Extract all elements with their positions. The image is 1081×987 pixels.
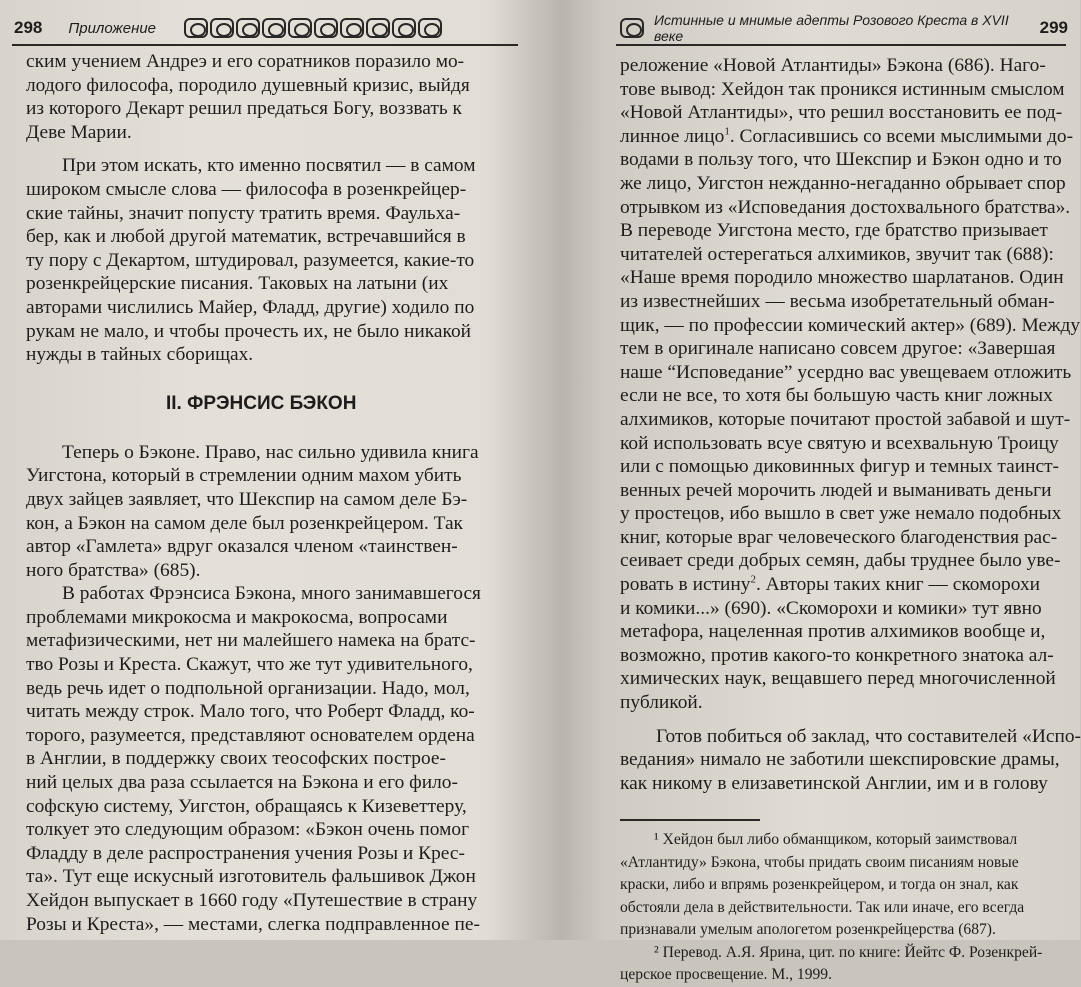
text-line: Теперь о Бэконе. Право, нас сильно удивила книга — [62, 441, 479, 463]
text-line: в Англии, в поддержку своих теософских построе- — [26, 748, 446, 770]
text-line: ного братства» (685). — [26, 559, 201, 581]
text-line — [620, 125, 1074, 149]
text-line: ту пору с Декартом, штудировал, разумеется, какие-то — [26, 249, 475, 271]
text-line: толкует это следующим образом: «Бэкон очень помог — [26, 819, 470, 841]
left-running-header — [14, 14, 528, 42]
text-line: ний целых два раза ссылается на Бэкона и его фило- — [26, 772, 458, 794]
text-line: кон, а Бэкон на самом деле был розенкрейцером. Так — [26, 512, 463, 534]
left-page — [0, 0, 548, 940]
text-line: у простецов, ибо вышло в свет уже немало подобных — [620, 503, 1062, 525]
text-line: водами в пользу того, что Шекспир и Бэкон одно и то — [620, 149, 1062, 171]
text-line: алхимиков, которые почитают простой забавой и шут- — [620, 408, 1071, 430]
footnote-ref: 1 — [724, 125, 730, 138]
text-line: из которого Декарт решил предаться Богу, воззвать к — [26, 98, 462, 120]
text-line: возможно, против какого-то конкретного знатока ал- — [620, 644, 1054, 666]
text-line: Хейдон выпускает в 1660 году «Путешествие в страну — [26, 890, 478, 911]
right-page — [560, 0, 1081, 984]
text-line: Уигстона, который в стремлении одним махом убить — [26, 465, 462, 487]
text-line: ведания» нимало не заботили шекспировские драмы, — [620, 749, 1060, 771]
text-line: сеивает среди добрых семян, дабы труднее было уве- — [620, 550, 1061, 572]
text-line: если не все, то хотя бы большую часть книг ложных — [620, 385, 1053, 407]
text-line: кой использовать всуе святую и всехвальную Троицу — [620, 432, 1059, 454]
left-page-number: 298 — [14, 18, 43, 37]
text-line: «Новой Атлантиды», что решил восстановить ее под- — [620, 102, 1063, 124]
right-section-name: Истинные и мнимые адепты Розового Креста в XVII веке — [654, 12, 1009, 44]
text-line: широком смысле слова — философа в розенкрейцер- — [26, 178, 467, 200]
section-heading: II. ФРЭНСИС БЭКОН — [166, 392, 357, 414]
left-body-text — [26, 50, 516, 936]
text-line: При этом искать, кто именно посвятил — в самом — [62, 155, 476, 177]
footnotes — [620, 829, 1070, 987]
text-line: ским учением Андреэ и его соратников поразило мо- — [26, 51, 465, 72]
footnote-rule — [620, 819, 760, 821]
text-line: метафизическими, нет ни малейшего намека на братс- — [26, 630, 476, 652]
text-fragment: . Авторы таких книг — скоморохи — [755, 574, 1041, 596]
footnote-line: обстояли дела в действительности. Так или иначе, его всегда — [620, 898, 1025, 916]
text-line: тем в оригинале написано совсем другое: «Завершая — [620, 338, 1056, 360]
text-line: двух зайцев заявляет, что Шекспир на самом деле Бэ- — [26, 488, 468, 510]
text-line: читать между строк. Мало того, что Роберт Фладд, ко- — [26, 701, 475, 723]
footnote-line: церское просвещение. М., 1999. — [620, 966, 833, 984]
text-line: В переводе Уигстона место, где братство призывает — [620, 220, 1048, 242]
text-line: ведь речь идет о подпольной организации. Надо, мол, — [26, 677, 470, 699]
text-line — [620, 573, 1070, 597]
text-fragment: ровать в истину — [620, 574, 751, 596]
text-line: нужды в тайных сборищах. — [26, 344, 254, 366]
footnote-line: ² Перевод. А.Я. Ярина, цит. по книге: Йейтс Ф. Розенкрей- — [654, 943, 1043, 961]
ornament-icon — [620, 18, 644, 38]
text-fragment: линное лицо — [620, 125, 725, 147]
text-line: та». Тут еще искусный изготовитель фальшивок Джон — [26, 866, 476, 888]
text-fragment: . Согласившись со всеми мыслимыми до- — [729, 125, 1074, 147]
text-line: химических наук, вещавшего перед многочисленной — [620, 668, 1056, 690]
text-line: тове вывод: Хейдон так проникся истинным смыслом — [620, 78, 1065, 100]
right-header-rule — [616, 44, 1066, 46]
text-line: авторами числились Майер, Фладд, другие) ходило по — [26, 296, 475, 318]
text-line: Фладду в деле распространения учения Розы и Крес- — [26, 842, 465, 864]
text-line: Деве Марии. — [26, 121, 132, 143]
text-line: софскую систему, Уигстон, обращаясь к Кизеветтеру, — [26, 795, 467, 817]
ornament-icon — [184, 18, 442, 38]
text-line: и комики...» (690). «Скоморохи и комики» тут явно — [620, 597, 1042, 619]
text-line: Розы и Креста», — местами, слегка подправленное пе- — [26, 913, 480, 935]
text-line: читателей остерегаться алхимиков, звучит так (688): — [620, 243, 1054, 265]
footnote-ref: 2 — [750, 573, 756, 586]
text-line: рукам не мало, и чтобы прочесть их, не было никакой — [26, 320, 472, 342]
footnote-line: признавали умелым апологетом розенкрейцерства (687). — [620, 921, 996, 939]
text-line: тво Розы и Креста. Скажут, что же тут удивительного, — [26, 654, 473, 676]
text-line: торого, разумеется, представляют основателем ордена — [26, 724, 475, 746]
text-line: проблемами микрокосма и макрокосма, вопросами — [26, 606, 448, 628]
text-line: или с помощью диковинных фигур и темных таинст- — [620, 456, 1060, 478]
right-body-text — [620, 54, 1081, 987]
text-line: отрывком из «Исповедания достохвального братства». — [620, 196, 1071, 218]
text-line: розенкрейцерские писания. Таковых на латыни (их — [26, 273, 449, 295]
text-line: щик, — по профессии комический актер» (689). Между — [620, 314, 1081, 336]
text-line: книг, которые враг человеческого благоденствия рас- — [620, 526, 1058, 548]
footnote-line: ¹ Хейдон был либо обманщиком, который заимствовал — [654, 830, 1018, 848]
left-header-rule — [12, 44, 518, 46]
text-line: метафора, нацеленная против алхимиков вообще и, — [620, 621, 1046, 643]
text-line: публикой. — [620, 692, 703, 714]
left-section-name: Приложение — [68, 19, 157, 37]
footnote-line: «Атлантиду» Бэкона, чтобы придать своим писаниям новые — [620, 853, 1019, 871]
text-line: лодого философа, породило душевный кризис, выйдя — [26, 74, 470, 96]
text-line: наше “Исповедание” усердно вас увещеваем отложить — [620, 361, 1072, 383]
footnote-line: краски, либо и впрямь розенкрейцером, и тогда он знал, как — [620, 876, 1019, 894]
text-line: как никому в елизаветинской Англии, им и в голову — [620, 772, 1048, 794]
text-line: автор «Гамлета» вдруг оказался членом «таинствен- — [26, 536, 458, 558]
text-line: из известнейших — весьма изобретательный обман- — [620, 290, 1055, 312]
right-page-number: 299 — [1039, 18, 1068, 37]
text-line: Готов побиться об заклад, что составителей «Испо- — [656, 725, 1081, 747]
text-line: реложение «Новой Атлантиды» Бэкона (686). Наго- — [620, 55, 1046, 76]
text-line: же лицо, Уигстон нежданно-негаданно обрывает спор — [620, 172, 1066, 194]
text-line: ские тайны, значит попусту тратить время. Фаульха- — [26, 202, 461, 224]
text-line: «Наше время породило множество шарлатанов. Один — [620, 267, 1064, 289]
text-line: венных речей морочить людей и выманивать деньги — [620, 479, 1052, 501]
text-line: В работах Фрэнсиса Бэкона, много занимавшегося — [62, 583, 481, 605]
right-running-header — [620, 14, 1068, 42]
text-line: бер, как и любой другой математик, встречавшийся в — [26, 226, 466, 248]
